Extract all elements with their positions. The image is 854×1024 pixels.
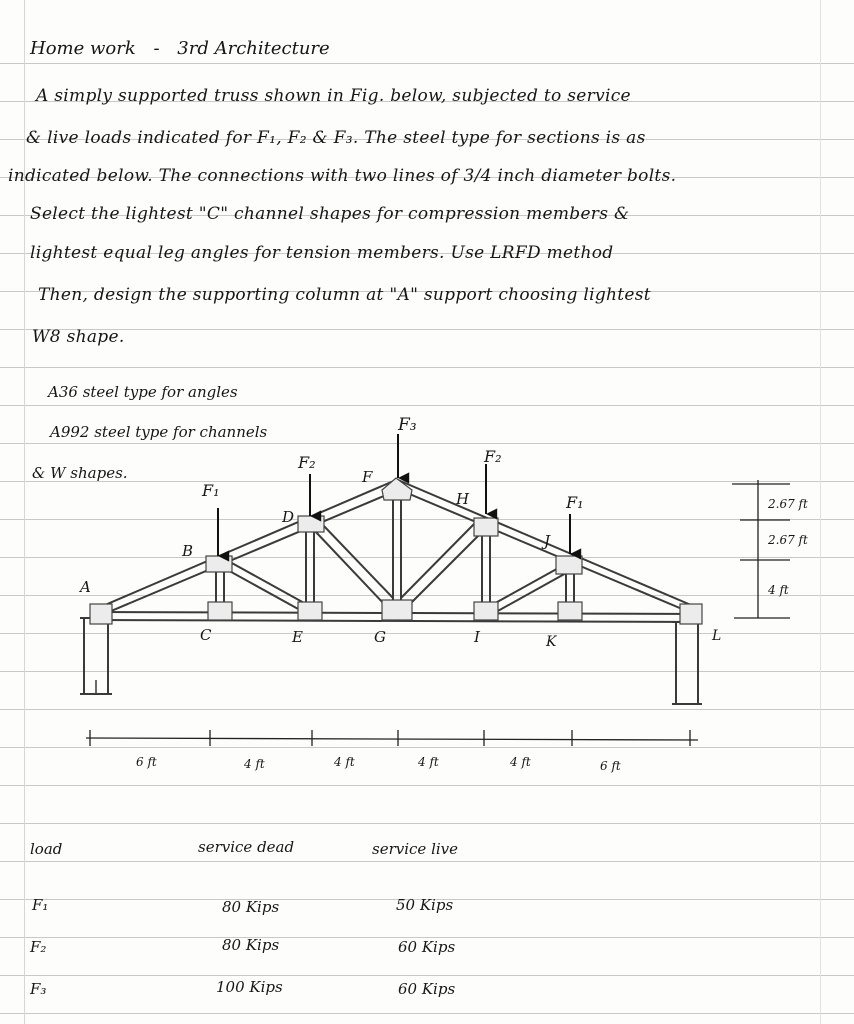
span-dim-2: 4 ft [244, 757, 265, 771]
load-label-f1-left: F₁ [202, 481, 220, 500]
table-row-1-dead: 80 Kips [222, 898, 280, 916]
table-header-live: service live [372, 840, 459, 858]
problem-line-4: Select the lightest "C" channel shapes for compression members & [30, 204, 630, 224]
heading-dash: - [153, 38, 160, 59]
problem-line-2: & live loads indicated for F₁, F₂ & F₃. The steel type for sections is as [26, 128, 646, 148]
load-label-f1-right: F₁ [566, 493, 584, 512]
node-label-k: K [546, 634, 557, 650]
span-dim-6: 6 ft [600, 759, 621, 773]
span-dim-4: 4 ft [418, 755, 439, 769]
table-row-3-load: F₃ [30, 980, 47, 998]
load-label-f2-left: F₂ [298, 453, 316, 472]
problem-line-5: lightest equal leg angles for tension members. Use LRFD method [30, 243, 614, 263]
table-row-1-load: F₁ [32, 896, 49, 914]
truss-diagonals [224, 524, 568, 612]
span-dim-5: 4 ft [510, 755, 531, 769]
steel-note-angles: A36 steel type for angles [48, 383, 238, 401]
node-label-j: J [544, 532, 551, 550]
node-label-c: C [200, 626, 212, 644]
problem-line-6: Then, design the supporting column at "A" support choosing lightest [38, 285, 651, 305]
class-name: 3rd Architecture [177, 38, 330, 59]
support-column-l [672, 622, 702, 704]
problem-line-1: A simply supported truss shown in Fig. below, subjected to service [36, 86, 631, 106]
span-dim-3: 4 ft [334, 755, 355, 769]
table-header-dead: service dead [198, 838, 295, 856]
height-dim-3: 4 ft [768, 583, 789, 597]
problem-line-7: W8 shape. [32, 327, 125, 347]
node-label-f: F [362, 468, 373, 486]
node-label-h: H [456, 490, 470, 508]
span-dimension-line [86, 730, 698, 746]
table-row-3-dead: 100 Kips [216, 978, 283, 996]
problem-line-3: indicated below. The connections with two lines of 3/4 inch diameter bolts. [8, 166, 677, 186]
height-dim-2: 2.67 ft [768, 533, 808, 547]
homework-word: Home work [30, 38, 136, 59]
table-row-1-live: 50 Kips [396, 896, 454, 914]
table-row-2-live: 60 Kips [398, 938, 456, 956]
node-label-l: L [712, 628, 722, 644]
table-row-3-live: 60 Kips [398, 980, 456, 998]
height-dim-1: 2.67 ft [768, 497, 808, 511]
load-label-f3: F₃ [398, 415, 417, 435]
table-row-2-load: F₂ [30, 938, 47, 956]
node-label-e: E [292, 628, 303, 646]
table-header-load: load [30, 840, 63, 858]
node-label-b: B [182, 542, 194, 560]
table-row-2-dead: 80 Kips [222, 936, 280, 954]
steel-note-w-shapes: & W shapes. [32, 464, 128, 482]
node-label-a: A [80, 578, 91, 596]
support-column-a [80, 618, 112, 694]
node-label-i: I [474, 628, 480, 646]
steel-note-channels: A992 steel type for channels [50, 423, 268, 441]
node-label-d: D [282, 508, 295, 526]
span-dim-1: 6 ft [136, 755, 157, 769]
node-label-g: G [374, 628, 386, 646]
load-label-f2-right: F₂ [484, 447, 502, 466]
